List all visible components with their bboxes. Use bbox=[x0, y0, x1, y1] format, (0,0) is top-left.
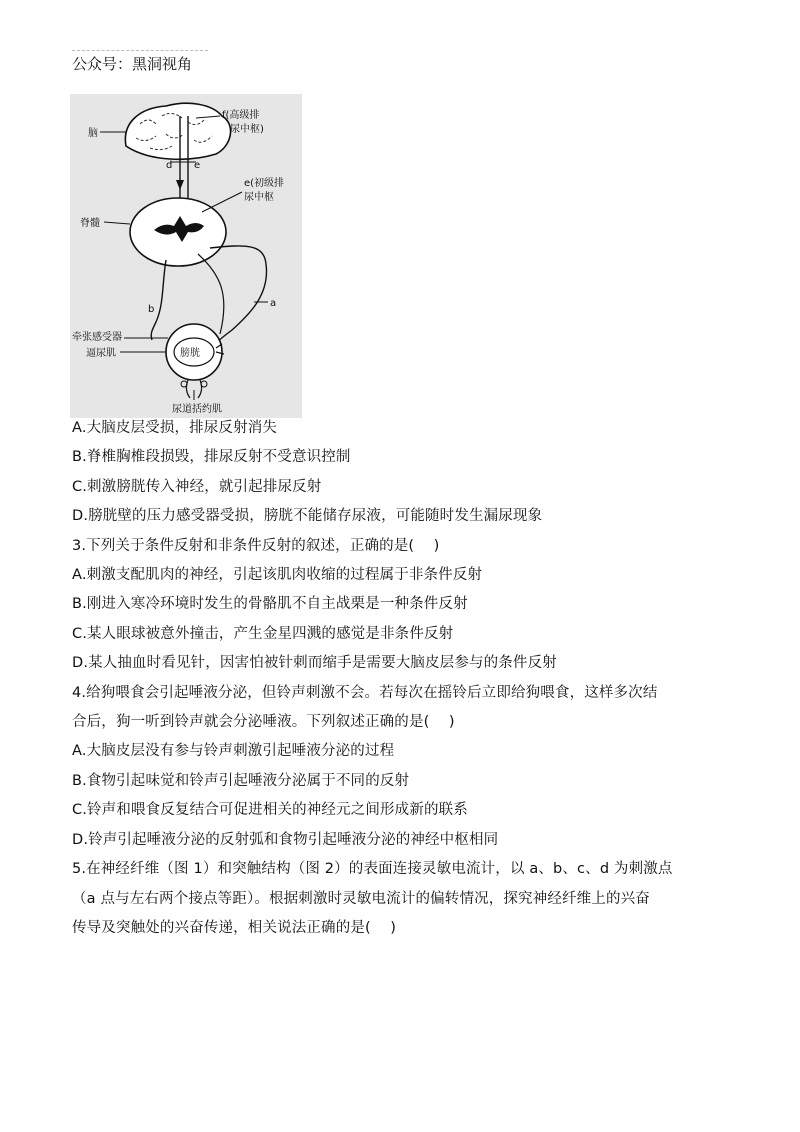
svg-text:d: d bbox=[166, 160, 173, 171]
svg-text:尿道括约肌: 尿道括约肌 bbox=[172, 404, 222, 415]
text-line: 4.给狗喂食会引起唾液分泌，但铃声刺激不会。若每次在摇铃后立即给狗喂食，这样多次结 bbox=[72, 684, 658, 701]
svg-text:a: a bbox=[270, 298, 277, 309]
svg-text:e: e bbox=[194, 160, 201, 171]
text-line: D.膀胱壁的压力感受器受损，膀胱不能储存尿液，可能随时发生漏尿现象 bbox=[72, 508, 543, 525]
question-text bbox=[72, 414, 732, 943]
text-line: 传导及突触处的兴奋传递，相关说法正确的是( ) bbox=[72, 919, 397, 936]
text-line: （a 点与左右两个接点等距）。根据刺激时灵敏电流计的偏转情况，探究神经纤维上的兴奋 bbox=[72, 890, 650, 907]
svg-text:e(初级排: e(初级排 bbox=[244, 178, 285, 189]
text-line: A.刺激支配肌肉的神经，引起该肌肉收缩的过程属于非条件反射 bbox=[72, 567, 483, 584]
text-line: B.食物引起味觉和铃声引起唾液分泌属于不同的反射 bbox=[72, 772, 410, 789]
svg-text:脊髓: 脊髓 bbox=[80, 218, 100, 229]
brain-label: 脑 bbox=[88, 128, 98, 139]
watermark: 公众号：黑洞视角 bbox=[72, 50, 208, 75]
svg-text:尿中枢): 尿中枢) bbox=[230, 124, 264, 135]
text-line: C.某人眼球被意外撞击，产生金星四溅的感觉是非条件反射 bbox=[72, 625, 454, 642]
text-line: 5.在神经纤维（图 1）和突触结构（图 2）的表面连接灵敏电流计，以 a、b、c、d 为刺激点 bbox=[72, 861, 673, 878]
text-line: 合后，狗一听到铃声就会分泌唾液。下列叙述正确的是( ) bbox=[72, 714, 455, 731]
text-line: B.脊椎胸椎段损毁，排尿反射不受意识控制 bbox=[72, 449, 351, 466]
text-line: B.刚进入寒冷环境时发生的骨骼肌不自主战栗是一种条件反射 bbox=[72, 596, 468, 613]
text-line: C.刺激膀胱传入神经，就引起排尿反射 bbox=[72, 478, 322, 495]
svg-text:尿中枢: 尿中枢 bbox=[244, 192, 274, 203]
text-line: A.大脑皮层没有参与铃声刺激引起唾液分泌的过程 bbox=[72, 743, 395, 760]
svg-text:f(高级排: f(高级排 bbox=[222, 110, 260, 121]
svg-text:逼尿肌: 逼尿肌 bbox=[86, 348, 116, 359]
urination-reflex-diagram bbox=[70, 94, 302, 418]
text-line: D.铃声引起唾液分泌的反射弧和食物引起唾液分泌的神经中枢相同 bbox=[72, 831, 499, 848]
svg-text:b: b bbox=[148, 304, 155, 315]
svg-text:膀胱: 膀胱 bbox=[180, 348, 200, 359]
text-line: 3.下列关于条件反射和非条件反射的叙述，正确的是( ) bbox=[72, 537, 440, 554]
text-line: D.某人抽血时看见针，因害怕被针刺而缩手是需要大脑皮层参与的条件反射 bbox=[72, 655, 557, 672]
svg-text:牵张感受器: 牵张感受器 bbox=[72, 332, 122, 343]
text-line: A.大脑皮层受损，排尿反射消失 bbox=[72, 420, 278, 436]
text-line: C.铃声和喂食反复结合可促进相关的神经元之间形成新的联系 bbox=[72, 802, 468, 819]
